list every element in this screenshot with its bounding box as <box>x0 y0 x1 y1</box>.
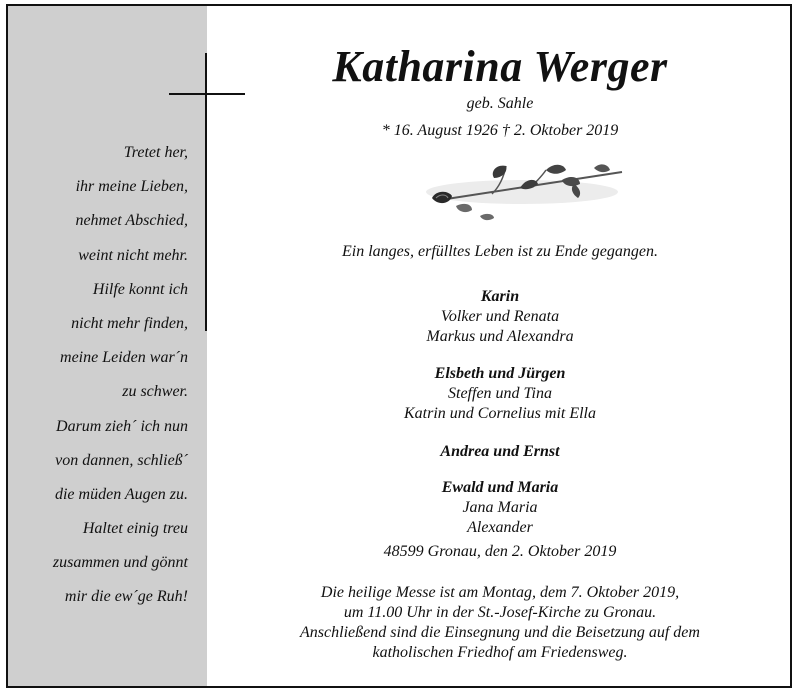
obituary-notice <box>6 4 792 688</box>
family-elsbeth-line: Steffen und Tina <box>448 385 552 402</box>
poem-line: mir die ew´ge Ruh! <box>64 588 188 606</box>
family-elsbeth-line: Katrin und Cornelius mit Ella <box>403 405 596 422</box>
family-elsbeth: Elsbeth und Jürgen <box>434 365 566 382</box>
poem-line: zusammen und gönnt <box>52 554 188 572</box>
service-line: um 11.00 Uhr in der St.-Josef-Kirche zu Gronau. <box>343 604 657 621</box>
poem-line: ihr meine Lieben, <box>75 178 188 196</box>
service-line: Anschließend sind die Einsegnung und die Beisetzung auf dem <box>300 624 700 641</box>
poem-line: nehmet Abschied, <box>75 212 188 230</box>
poem-line: Hilfe konnt ich <box>92 280 188 298</box>
family-ewald: Ewald und Maria <box>441 479 559 496</box>
poem-line: zu schwer. <box>122 383 188 401</box>
birth-name: geb. Sahle <box>466 95 534 112</box>
poem-line: Tretet her, <box>123 144 188 161</box>
service-line: Die heilige Messe ist am Montag, dem 7. Oktober 2019, <box>320 584 680 601</box>
family-ewald-line: Jana Maria <box>462 499 538 516</box>
family-ewald-line: Alexander <box>467 519 533 536</box>
poem <box>18 136 188 615</box>
family-karin: Karin <box>480 288 520 305</box>
poem-line: die müden Augen zu. <box>54 485 188 503</box>
tagline: Ein langes, erfülltes Leben ist zu Ende gegangen. <box>342 243 658 260</box>
family-andrea: Andrea und Ernst <box>440 443 560 460</box>
poem-line: von dannen, schließ´ <box>55 451 188 469</box>
place-date: 48599 Gronau, den 2. Oktober 2019 <box>383 543 617 560</box>
service-line: katholischen Friedhof am Friedensweg. <box>372 644 628 661</box>
life-dates: * 16. August 1926 † 2. Oktober 2019 <box>381 122 619 139</box>
poem-line: Haltet einig treu <box>82 520 188 538</box>
family-karin-line: Markus und Alexandra <box>426 328 574 345</box>
poem-line: meine Leiden war´n <box>60 349 188 367</box>
family-karin-line: Volker und Renata <box>440 308 560 325</box>
poem-line: weint nicht mehr. <box>78 246 188 264</box>
poem-line: nicht mehr finden, <box>71 314 188 332</box>
deceased-name: Katharina Werger <box>332 42 668 91</box>
poem-line: Darum zieh´ ich nun <box>56 417 188 435</box>
rose-icon <box>422 158 632 228</box>
